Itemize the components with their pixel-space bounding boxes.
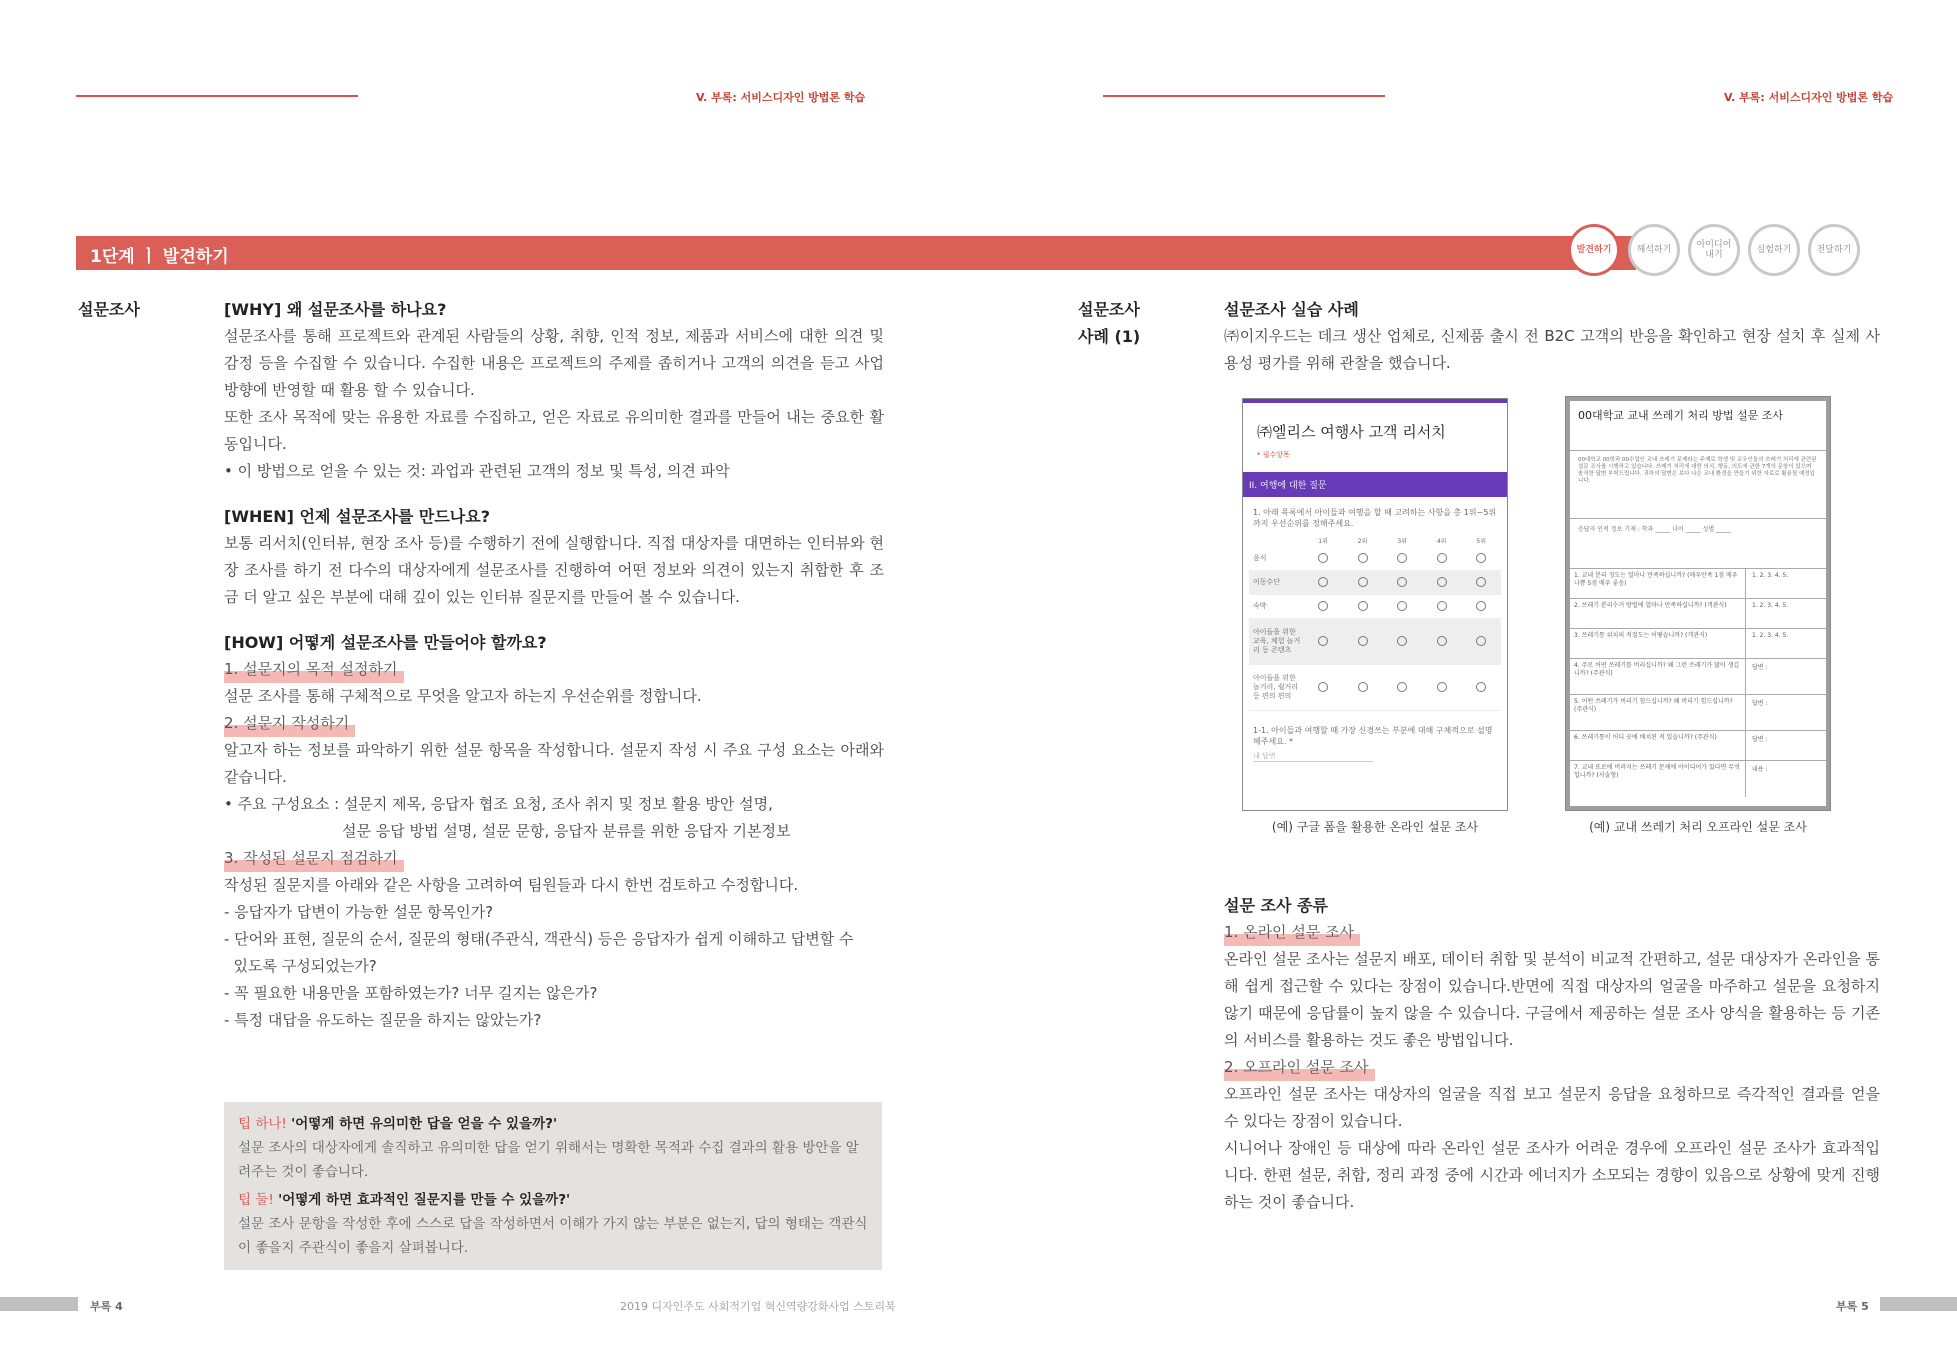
radio-button[interactable] [1397, 553, 1407, 563]
row-label: 아이들을 위한 놀거리, 쉴거리 등 편의 편의 [1253, 674, 1299, 700]
right-side-label-line2: 사례 (1) [1078, 327, 1141, 346]
step-deliver: 전달하기 [1808, 224, 1860, 276]
offline-form-row [1570, 761, 1826, 797]
radio-button[interactable] [1358, 577, 1368, 587]
offline-form-row [1570, 695, 1826, 731]
online-form-row [1249, 665, 1501, 711]
offline-question: 5. 어떤 쓰레기가 버리기 힘드십니까? 왜 버리기 힘드십니까? (주관식) [1570, 695, 1746, 730]
online-form-caption: (예) 구글 폼을 활용한 온라인 설문 조사 [1271, 820, 1479, 834]
offline-form-row [1570, 599, 1826, 629]
check-item: - 꼭 필요한 내용만을 포함하였는가? 너무 길지는 않은가? [224, 984, 598, 1002]
rank-col: 2위 [1357, 537, 1368, 545]
tip-box [224, 1102, 882, 1270]
row-label: 숙박 [1253, 602, 1267, 610]
online-form-section: II. 여행에 대한 질문 [1243, 472, 1507, 497]
offline-question: 3. 쓰레기통 위치의 적절도는 어떻습니까? (객관식) [1570, 629, 1746, 658]
radio-button[interactable] [1476, 601, 1486, 611]
radio-button[interactable] [1318, 553, 1328, 563]
left-side-label: 설문조사 [78, 300, 140, 319]
check-item: - 응답자가 답변이 가능한 설문 항목인가? [224, 903, 494, 921]
radio-button[interactable] [1397, 577, 1407, 587]
radio-button[interactable] [1397, 601, 1407, 611]
offline-answer: 답변 : [1752, 736, 1768, 743]
header-rule-left [76, 95, 358, 97]
offline-answer: 답변 : [1752, 700, 1768, 707]
online-survey-title: 1. 온라인 설문 조사 [1224, 919, 1360, 946]
radio-button[interactable] [1318, 601, 1328, 611]
how-step-1-text: 설문 조사를 통해 구체적으로 무엇을 알고자 하는지 우선순위를 정합니다. [224, 687, 702, 705]
offline-form-caption: (예) 교내 쓰레기 처리 오프라인 설문 조사 [1589, 820, 1807, 834]
rank-col: 4위 [1436, 537, 1447, 545]
offline-question: 6. 쓰레기통이 어디 곳에 배치된 적 있습니까? (주관식) [1570, 731, 1746, 760]
radio-button[interactable] [1476, 577, 1486, 587]
row-label: 이동수단 [1253, 578, 1281, 586]
tip-2-title: '어떻게 하면 효과적인 질문지를 만들 수 있을까?' [278, 1192, 571, 1208]
step-discover: 발견하기 [1568, 224, 1620, 276]
page-number-right: 부록 5 [1836, 1300, 1869, 1313]
case-section [1224, 296, 1880, 377]
online-form-answer[interactable]: 내 답변 [1253, 751, 1373, 762]
types-heading: 설문 조사 종류 [1224, 896, 1328, 915]
online-form-required: * 필수항목 [1257, 451, 1290, 459]
row-label: 음식 [1253, 554, 1267, 562]
offline-survey-text-2: 시니어나 장애인 등 대상에 따라 온라인 설문 조사가 어려운 경우에 오프라인 설문 조사가 효과적입니다. 한편 설문, 취합, 정리 과정 중에 시간과 에너지가 소모되는 경향이 있음으로 상황에 맞게 진행하는 것이 좋습니다. [1224, 1139, 1880, 1211]
footer-title: 2019 디자인주도 사회적기업 혁신역량강화사업 스토리북 [620, 1300, 896, 1313]
tip-2-text: 설문 조사 문항을 작성한 후에 스스로 답을 작성하면서 이해가 가지 않는 부분은 없는지, 답의 형태는 객관식이 좋을지 주관식이 좋을지 살펴봅니다. [238, 1216, 868, 1256]
online-form-q2: 1-1. 아이들과 여행할 때 가장 신경쓰는 부분에 대해 구체적으로 설명해주세요. * [1253, 726, 1493, 746]
radio-button[interactable] [1358, 682, 1368, 692]
online-survey-text: 온라인 설문 조사는 설문지 배포, 데이터 취합 및 분석이 비교적 간편하고, 설문 대상자가 온라인을 통해 쉽게 접근할 수 있다는 장점이 있습니다.반면에 직접 대상자의 얼굴을 마주하고 설문을 요청하지 않기 때문에 응답률이 높지 않을 수 있습니다. 구글에서 제공하는 설문 조사 양식을 활용하는 등 기존의 서비스를 활용하는 것도 좋은 방법입니다. [1224, 950, 1880, 1049]
tip-1-label: 팁 하나! [238, 1116, 287, 1132]
survey-types-section [1224, 892, 1880, 1216]
online-form-question: 1. 아래 목록에서 아이들과 여행을 할 때 고려하는 사항을 총 1위~5위까지 우선순위를 정해주세요. [1253, 508, 1497, 528]
online-form-row [1249, 619, 1501, 665]
step-experiment: 실험하기 [1748, 224, 1800, 276]
online-form-row [1249, 547, 1501, 571]
offline-question: 2. 쓰레기 분리수거 방법에 얼마나 만족하십니까? (객관식) [1570, 599, 1746, 628]
offline-question: 7. 교내 또로에 버려지는 쓰레기 문제에 아이디어가 있다면 무엇입니까? (서술형) [1570, 761, 1746, 797]
offline-form-row [1570, 569, 1826, 599]
tip-1-title: '어떻게 하면 유의미한 답을 얻을 수 있을까?' [291, 1116, 558, 1132]
offline-form-info: 응답자 인적 정보 기재 : 학과 _____ 나이 _____ 성별 _____ [1570, 519, 1826, 569]
radio-button[interactable] [1358, 553, 1368, 563]
case-paragraph: ㈜이지우드는 데크 생산 업체로, 신제품 출시 전 B2C 고객의 반응을 확인하고 현장 설치 후 실제 사용성 평가를 위해 관찰을 했습니다. [1224, 327, 1880, 372]
how-step-1: 1. 설문지의 목적 설정하기 [224, 656, 404, 683]
offline-form-row [1570, 731, 1826, 761]
header-rule-right [1103, 95, 1385, 97]
how-heading: [HOW] 어떻게 설문조사를 만들어야 할까요? [224, 633, 547, 652]
radio-button[interactable] [1358, 636, 1368, 646]
footer-bar-left [0, 1297, 78, 1311]
page-number-left: 부록 4 [90, 1300, 123, 1313]
offline-form-row [1570, 629, 1826, 659]
footer-bar-right [1880, 1297, 1957, 1311]
radio-button[interactable] [1437, 553, 1447, 563]
offline-answer: 1. 2. 3. 4. 5. [1752, 602, 1789, 609]
check-item: - 특정 대답을 유도하는 질문을 하지는 않았는가? [224, 1011, 542, 1029]
why-paragraph-1: 설문조사를 통해 프로젝트와 관계된 사람들의 상황, 취향, 인적 정보, 제품과 서비스에 대한 의견 및 감정 등을 수집할 수 있습니다. 수집한 내용은 프로젝트의 주제를 좁히거나 고객의 의견을 듣고 사업 방향에 반영할 때 활용 할 수 있습니다. [224, 327, 884, 399]
right-side-label-line1: 설문조사 [1078, 300, 1140, 319]
chapter-label-left: V. 부록: 서비스디자인 방법론 학습 [696, 91, 866, 104]
radio-button[interactable] [1476, 682, 1486, 692]
how-step-2: 2. 설문지 작성하기 [224, 710, 355, 737]
stage-title: 1단계 ㅣ 발견하기 [90, 247, 229, 267]
offline-answer: 1. 2. 3. 4. 5. [1752, 632, 1789, 639]
components-bullet-1: • 주요 구성요소 : 설문지 제목, 응답자 협조 요청, 조사 취지 및 정보 활용 방안 설명, [224, 795, 773, 813]
radio-button[interactable] [1397, 682, 1407, 692]
rank-col: 3위 [1397, 537, 1407, 545]
offline-question: 4. 주로 어떤 쓰레기를 버리십니까? 왜 그런 쓰레기가 많이 생깁니까? (주관식) [1570, 659, 1746, 694]
stage-band [76, 236, 1636, 270]
offline-survey-text-1: 오프라인 설문 조사는 대상자의 얼굴을 직접 보고 설문지 응답을 요청하므로 즉각적인 결과를 얻을 수 있다는 장점이 있습니다. [1224, 1085, 1880, 1130]
rank-col: 5위 [1476, 537, 1487, 545]
radio-button[interactable] [1437, 577, 1447, 587]
chapter-label-right: V. 부록: 서비스디자인 방법론 학습 [1724, 91, 1894, 104]
case-heading: 설문조사 실습 사례 [1224, 300, 1359, 319]
why-heading: [WHY] 왜 설문조사를 하나요? [224, 300, 447, 319]
radio-button[interactable] [1358, 601, 1368, 611]
online-form-row [1249, 595, 1501, 619]
why-paragraph-2: 또한 조사 목적에 맞는 유용한 자료를 수집하고, 얻은 자료로 유의미한 결과를 만들어 내는 중요한 활동입니다. [224, 408, 884, 453]
online-form-header-row [1249, 533, 1501, 547]
offline-question: 1. 교내 분리 정도는 얼마나 만족하십니까? (매우만족 1점 매우 나쁨 5점 매우 좋음) [1570, 569, 1746, 598]
stage-steps [1568, 224, 1860, 276]
why-bullet: • 이 방법으로 얻을 수 있는 것: 과업과 관련된 고객의 정보 및 특성, 의견 파악 [224, 462, 730, 480]
online-form-example [1242, 398, 1508, 811]
how-step-3-text: 작성된 질문지를 아래와 같은 사항을 고려하여 팀원들과 다시 한번 검토하고 수정합니다. [224, 876, 799, 894]
left-column [224, 296, 884, 1034]
offline-form-row [1570, 659, 1826, 695]
offline-answer: 답변 : [1752, 664, 1768, 671]
online-form-row [1249, 571, 1501, 595]
radio-button[interactable] [1437, 636, 1447, 646]
tip-1-text: 설문 조사의 대상자에게 솔직하고 유의미한 답을 얻기 위해서는 명확한 목적과 수집 결과의 활용 방안을 알려주는 것이 좋습니다. [238, 1140, 859, 1180]
radio-button[interactable] [1318, 682, 1328, 692]
radio-button[interactable] [1476, 553, 1486, 563]
offline-form-intro: 00대학교 00학과 00수업인 교내 쓰레기 문제라는 주제로 학생 및 교우인들의 쓰레기 처리에 관련된 설문 조사를 시행하고 있습니다. 쓰레기 처리에 대한 의식, 행동, 의도에 관한 7개의 문항이 있으며 솔직한 답변 부탁드립니다. 귀하의 답변은 보다 나은 교내 환경을 만들기 위한 자료로 활용될 예정입니다. [1570, 451, 1826, 519]
radio-button[interactable] [1476, 636, 1486, 646]
check-item: 있도록 구성되었는가? [224, 957, 377, 975]
offline-form-example [1565, 396, 1831, 811]
radio-button[interactable] [1437, 682, 1447, 692]
how-step-2-text: 알고자 하는 정보를 파악하기 위한 설문 항목을 작성합니다. 설문지 작성 시 주요 구성 요소는 아래와 같습니다. [224, 741, 884, 786]
how-step-3: 3. 작성된 설문지 점검하기 [224, 845, 404, 872]
online-form-title: ㈜엘리스 여행사 고객 리서치 [1257, 423, 1446, 441]
offline-form-title: 00대학교 교내 쓰레기 처리 방법 설문 조사 [1570, 401, 1826, 451]
offline-survey-title: 2. 오프라인 설문 조사 [1224, 1054, 1375, 1081]
when-heading: [WHEN] 언제 설문조사를 만드나요? [224, 507, 490, 526]
radio-button[interactable] [1318, 577, 1328, 587]
radio-button[interactable] [1437, 601, 1447, 611]
radio-button[interactable] [1397, 636, 1407, 646]
row-label: 아이들을 위한 교육, 체험 놀거리 등 콘텐츠 [1253, 628, 1301, 654]
right-side-label [1078, 296, 1140, 350]
step-ideate: 아이디어 내기 [1688, 224, 1740, 276]
when-paragraph: 보통 리서치(인터뷰, 현장 조사 등)를 수행하기 전에 실행합니다. 직접 대상자를 대면하는 인터뷰와 현장 조사를 하기 전 다수의 대상자에게 설문조사를 진행하여 어떤 정보와 의견이 있는지 취합한 후 조금 더 알고 싶은 부분에 대해 깊이 있는 인터뷰 질문지를 만들어 볼 수 있습니다. [224, 534, 884, 606]
components-bullet-2: 설문 응답 방법 설명, 설문 문항, 응답자 분류를 위한 응답자 기본정보 [342, 822, 791, 840]
offline-answer: 내용 : [1752, 766, 1768, 773]
tip-2-label: 팁 둘! [238, 1192, 274, 1208]
offline-answer: 1. 2. 3. 4. 5. [1752, 572, 1789, 579]
step-interpret: 해석하기 [1628, 224, 1680, 276]
radio-button[interactable] [1318, 636, 1328, 646]
check-item: - 단어와 표현, 질문의 순서, 질문의 형태(주관식, 객관식) 등은 응답자가 쉽게 이해하고 답변할 수 [224, 930, 854, 948]
rank-col: 1위 [1318, 537, 1328, 545]
